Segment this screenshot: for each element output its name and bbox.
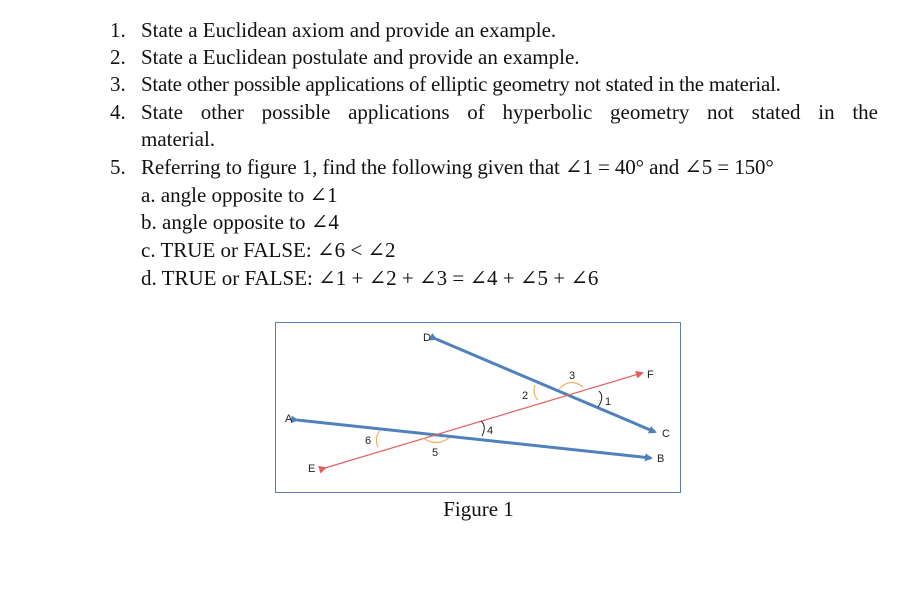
- question-text: State a Euclidean postulate and provide an example.: [141, 45, 580, 69]
- angle-arc-4: [481, 421, 484, 436]
- question-number: 3.: [110, 72, 126, 96]
- question-text: Referring to figure 1, find the following given that ∠1 = 40° and ∠5 = 150°: [141, 155, 774, 179]
- subitem-text: d. TRUE or FALSE: ∠1 + ∠2 + ∠3 = ∠4 + ∠5 + ∠6: [141, 266, 599, 290]
- word: the: [852, 100, 878, 124]
- subitem-text: b. angle opposite to ∠4: [141, 210, 339, 234]
- angle-arc-6: [376, 431, 380, 447]
- word: possible: [261, 100, 331, 124]
- angle-label-5: 5: [432, 447, 439, 459]
- question-number: 4.: [110, 100, 126, 124]
- word: in: [818, 100, 835, 124]
- point-label-b: B: [657, 453, 665, 465]
- angle-arc-1: [598, 391, 602, 407]
- question-text: State a Euclidean axiom and provide an example.: [141, 18, 557, 42]
- point-label-f: F: [647, 369, 654, 381]
- question-text: [141, 99, 878, 126]
- question-number: 1.: [110, 18, 126, 42]
- question-text: State other possible applications of elliptic geometry not stated in the material.: [141, 72, 781, 96]
- line-dc: [436, 339, 655, 432]
- point-label-d: D: [423, 332, 431, 344]
- subitem-text: c. TRUE or FALSE: ∠6 < ∠2: [141, 238, 396, 262]
- figure-1: [275, 322, 681, 493]
- word: of: [467, 100, 485, 124]
- word: other: [200, 100, 244, 124]
- word: State: [141, 100, 183, 124]
- word: geometry: [610, 100, 690, 124]
- point-label-c: C: [662, 428, 670, 440]
- point-label-a: A: [285, 413, 293, 425]
- figure-diagram: [276, 323, 682, 494]
- word: applications: [348, 100, 450, 124]
- angle-label-2: 2: [522, 390, 529, 402]
- subitem-text: a. angle opposite to ∠1: [141, 183, 338, 207]
- word: not: [707, 100, 734, 124]
- angle-label-1: 1: [605, 396, 612, 408]
- question-number: 5.: [110, 155, 126, 179]
- word: stated: [751, 100, 801, 124]
- question-text-continued: material.: [141, 127, 216, 151]
- angle-arc-3: [559, 382, 583, 389]
- angle-label-4: 4: [487, 425, 494, 437]
- angle-arc-2: [534, 385, 538, 400]
- angle-label-3: 3: [569, 370, 576, 382]
- line-ab: [297, 420, 651, 458]
- word: hyperbolic: [502, 100, 593, 124]
- line-ef: [325, 373, 642, 468]
- angle-arc-5: [423, 438, 449, 443]
- angle-label-6: 6: [365, 435, 372, 447]
- figure-caption: Figure 1: [443, 497, 514, 521]
- point-label-e: E: [308, 463, 316, 475]
- question-number: 2.: [110, 45, 126, 69]
